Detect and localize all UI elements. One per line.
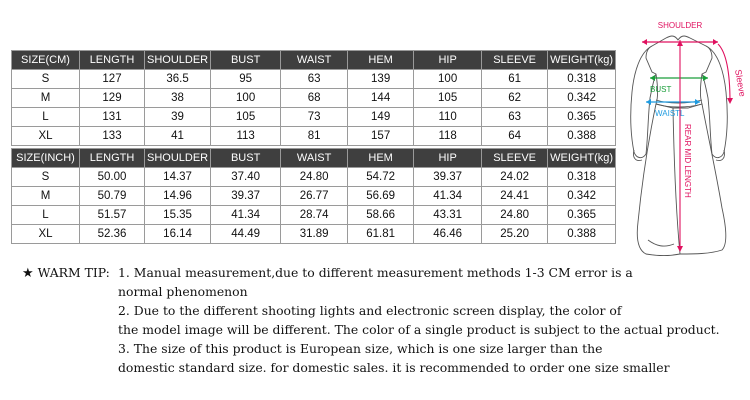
warm-tip-label: WARM TIP: [37,265,110,280]
measurement-cell: 28.74 [281,206,348,225]
measurement-cell: 139 [348,70,414,89]
size-cell: S [12,70,80,89]
measurement-cell: 44.49 [211,225,281,244]
measurement-cell: 15.35 [145,206,211,225]
column-header: LENGTH [80,149,145,168]
bust-label: BUST [650,85,672,94]
measurement-cell: 24.80 [281,168,348,187]
column-header: WEIGHT(kg) [548,149,616,168]
size-cell: L [12,108,80,127]
table-header-row [12,149,616,168]
column-header: HEM [348,149,414,168]
measurement-cell: 63 [281,70,348,89]
table-row [12,108,616,127]
measurement-cell: 105 [414,89,482,108]
column-header: HIP [414,149,482,168]
measurement-cell: 133 [80,127,145,146]
measurement-cell: 26.77 [281,187,348,206]
warm-tip-heading [22,264,110,284]
column-header: SHOULDER [145,149,211,168]
shoulder-label: SHOULDER [657,21,703,30]
measurement-cell: 118 [414,127,482,146]
column-header: BUST [211,149,281,168]
measurement-cell: 46.46 [414,225,482,244]
column-header: WEIGHT(kg) [548,51,616,70]
measurement-cell: 0.365 [548,206,616,225]
measurement-cell: 157 [348,127,414,146]
measurement-cell: 24.02 [482,168,548,187]
measurement-cell: 100 [211,89,281,108]
measurement-cell: 105 [211,108,281,127]
tip-line: domestic standard size. for domestic sales. it is recommended to order one size smaller [118,359,670,375]
measurement-cell: 54.72 [348,168,414,187]
column-header: HIP [414,51,482,70]
measurement-cell: 24.41 [482,187,548,206]
tip-line: normal phenomenon [118,283,248,299]
table-row [12,206,616,225]
table-header-row [12,51,616,70]
size-cell: M [12,89,80,108]
measurement-cell: 61 [482,70,548,89]
measurement-cell: 25.20 [482,225,548,244]
measurement-cell: 61.81 [348,225,414,244]
column-header: SLEEVE [482,51,548,70]
column-header: SHOULDER [145,51,211,70]
table-row [12,168,616,187]
measurement-cell: 149 [348,108,414,127]
measurement-cell: 81 [281,127,348,146]
tip-line: 2. Due to the different shooting lights and electronic screen display, the color of [118,303,622,318]
measurement-cell: 127 [80,70,145,89]
measurement-cell: 51.57 [80,206,145,225]
measurement-cell: 39.37 [211,187,281,206]
measurement-cell: 16.14 [145,225,211,244]
column-header: SIZE(INCH) [12,149,80,168]
measurement-cell: 50.79 [80,187,145,206]
column-header: SIZE(CM) [12,51,80,70]
table-row [12,225,616,244]
measurement-cell: 14.96 [145,187,211,206]
measurement-cell: 95 [211,70,281,89]
dress-outline [631,36,728,256]
measurement-cell: 41.34 [211,206,281,225]
measurement-cell: 68 [281,89,348,108]
size-cell: S [12,168,80,187]
column-header: HEM [348,51,414,70]
measurement-cell: 50.00 [80,168,145,187]
measurement-cell: 41 [145,127,211,146]
size-cell: XL [12,127,80,146]
measurement-cell: 62 [482,89,548,108]
measurement-cell: 43.31 [414,206,482,225]
length-label: REAR MID LENGTH [683,124,692,198]
measurement-cell: 56.69 [348,187,414,206]
table-row [12,187,616,206]
star-icon: ★ [22,266,34,281]
sleeve-label: Sleeve [733,68,748,98]
tip-line: the model image will be different. The color of a single product is subject to the actual product. [118,321,720,337]
measurement-cell: 36.5 [145,70,211,89]
size-cell: L [12,206,80,225]
table-row [12,89,616,108]
measurement-cell: 0.318 [548,168,616,187]
measurement-cell: 113 [211,127,281,146]
size-table-cm [11,50,616,146]
size-cell: XL [12,225,80,244]
measurement-cell: 0.388 [548,225,616,244]
column-header: LENGTH [80,51,145,70]
measurement-cell: 0.342 [548,89,616,108]
measurement-cell: 131 [80,108,145,127]
sleeve-arrow [718,44,730,102]
measurement-cell: 39 [145,108,211,127]
tip-line: 1. Manual measurement,due to different measurement methods 1-3 CM error is a [118,265,633,280]
measurement-cell: 37.40 [211,168,281,187]
measurement-cell: 38 [145,89,211,108]
measurement-cell: 41.34 [414,187,482,206]
measurement-cell: 100 [414,70,482,89]
table-row [12,70,616,89]
measurement-cell: 58.66 [348,206,414,225]
measurement-cell: 63 [482,108,548,127]
measurement-cell: 0.342 [548,187,616,206]
column-header: SLEEVE [482,149,548,168]
size-cell: M [12,187,80,206]
column-header: BUST [211,51,281,70]
sleeve-arrowhead [727,98,733,104]
column-header: WAIST [281,149,348,168]
warm-tip-body [118,264,740,377]
measurement-cell: 73 [281,108,348,127]
measurement-cell: 110 [414,108,482,127]
measurement-cell: 24.80 [482,206,548,225]
measurement-cell: 0.318 [548,70,616,89]
measurement-cell: 31.89 [281,225,348,244]
tip-line: 3. The size of this product is European size, which is one size larger than the [118,341,603,356]
measurement-cell: 52.36 [80,225,145,244]
waist-label: WAISTL [655,109,685,118]
measurement-cell: 129 [80,89,145,108]
measurement-cell: 39.37 [414,168,482,187]
measurement-cell: 0.388 [548,127,616,146]
measurement-cell: 64 [482,127,548,146]
measurement-cell: 144 [348,89,414,108]
dress-measurement-diagram [618,12,746,270]
measurement-cell: 0.365 [548,108,616,127]
measurement-cell: 14.37 [145,168,211,187]
table-row [12,127,616,146]
size-table-inch [11,148,616,244]
column-header: WAIST [281,51,348,70]
